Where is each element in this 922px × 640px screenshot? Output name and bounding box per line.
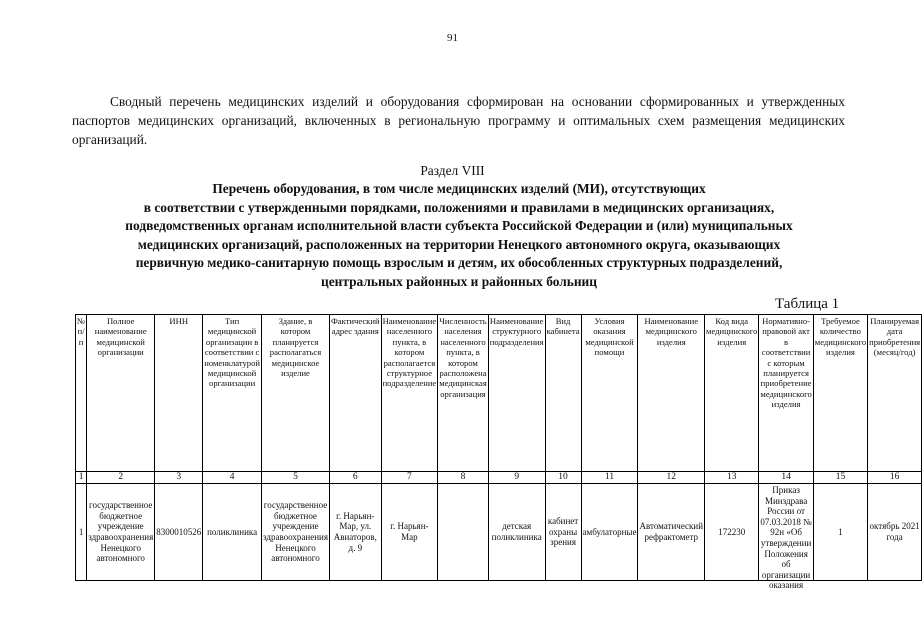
header-cell: Нормативно-правовой акт в соответствии с которым планируется приобретение медицинского изделия bbox=[759, 315, 813, 472]
header-cell: Здание, в котором планируется располагаться медицинское изделие bbox=[261, 315, 329, 472]
equipment-table bbox=[75, 314, 922, 591]
table-cell: Автоматический рефрактометр bbox=[638, 484, 705, 581]
cell-text: государственное бюджетное учреждение здравоохранения Ненецкого автономного bbox=[88, 500, 154, 564]
table-cell: г. Нарьян-Мар bbox=[381, 484, 438, 581]
cell-text: Приказ Минздрава России от 07.03.2018 № 92н «Об утверждении Положения об организации оказания bbox=[760, 485, 812, 591]
table-cell bbox=[759, 484, 813, 591]
header-cell: Фактический адрес здания bbox=[330, 315, 382, 472]
column-number: 9 bbox=[488, 472, 545, 484]
column-number: 4 bbox=[203, 472, 262, 484]
header-cell: Планируемая дата приобретения (месяц/год) bbox=[868, 315, 922, 472]
table-cell: 1 bbox=[76, 484, 87, 581]
heading-line: Перечень оборудования, в том числе медицинских изделий (МИ), отсутствующих bbox=[212, 181, 706, 196]
heading-line: центральных районных и районных больниц bbox=[321, 273, 597, 289]
column-number: 11 bbox=[581, 472, 638, 484]
table-cell: октябрь 2021 года bbox=[868, 484, 922, 581]
header-cell: Полное наименование медицинской организации bbox=[87, 315, 155, 472]
table-cell bbox=[438, 484, 489, 581]
column-number: 2 bbox=[87, 472, 155, 484]
table-cell: 1 bbox=[813, 484, 867, 581]
header-cell: Условия оказания медицинской помощи bbox=[581, 315, 638, 472]
section-heading bbox=[70, 180, 848, 291]
table-cell: г. Нарьян-Мар, ул. Авиаторов, д. 9 bbox=[330, 484, 382, 581]
header-cell: Наименование медицинского изделия bbox=[638, 315, 705, 472]
table-row bbox=[76, 484, 922, 581]
column-number: 10 bbox=[545, 472, 581, 484]
header-cell: Тип медицинской организации в соответствии с номенклатурой медицинской организации bbox=[203, 315, 262, 472]
column-number: 3 bbox=[155, 472, 203, 484]
column-number: 13 bbox=[705, 472, 759, 484]
header-cell: Требуемое количество медицинского изделия bbox=[813, 315, 867, 472]
heading-line: первичную медико-санитарную помощь взрослым и детям, их обособленных структурных подразделений, bbox=[135, 255, 783, 270]
table-label: Таблица 1 bbox=[775, 296, 840, 312]
column-number: 7 bbox=[381, 472, 438, 484]
column-number: 8 bbox=[438, 472, 489, 484]
page-number: 91 bbox=[447, 32, 458, 44]
header-cell: Наименование структурного подразделения bbox=[488, 315, 545, 472]
column-number: 6 bbox=[330, 472, 382, 484]
header-cell: ИНН bbox=[155, 315, 203, 472]
header-cell: № п/п bbox=[76, 315, 87, 472]
header-row bbox=[76, 315, 922, 472]
column-number: 12 bbox=[638, 472, 705, 484]
table-cell bbox=[261, 484, 329, 581]
intro-paragraph bbox=[72, 92, 845, 149]
heading-line: в соответствии с утвержденными порядками, положениями и правилами в медицинских организациях, bbox=[143, 199, 775, 215]
section-label: Раздел VIII bbox=[420, 163, 485, 178]
table-cell: амбулаторные bbox=[581, 484, 638, 581]
cell-text: государственное бюджетное учреждение здравоохранения Ненецкого автономного bbox=[262, 500, 328, 564]
column-number: 1 bbox=[76, 472, 87, 484]
column-number: 14 bbox=[759, 472, 813, 484]
header-cell: Вид кабинета bbox=[545, 315, 581, 472]
table-cell bbox=[87, 484, 155, 581]
heading-line: медицинских организаций, расположенных на территории Ненецкого автономного округа, оказывающих bbox=[137, 236, 781, 252]
column-number-row bbox=[76, 472, 922, 484]
heading-line: подведомственных органам исполнительной власти субъекта Российской Федерации и (или) муниципальных bbox=[125, 218, 793, 233]
column-number: 5 bbox=[261, 472, 329, 484]
table-cell: поликлиника bbox=[203, 484, 262, 581]
table-cell: 8300010526 bbox=[155, 484, 203, 581]
header-cell: Наименование населенного пункта, в котором располагается структурное подразделение bbox=[381, 315, 438, 472]
table-cell: 172230 bbox=[705, 484, 759, 581]
table-cell: кабинет охраны зрения bbox=[545, 484, 581, 581]
intro-text: Сводный перечень медицинских изделий и оборудования сформирован на основании сформированных и утвержденных паспортов медицинских организаций, включенных в региональную программу и оптимальных схем размещения медицинских организаций. bbox=[72, 94, 845, 147]
table-cell: детская поликлиника bbox=[488, 484, 545, 581]
column-number: 15 bbox=[813, 472, 867, 484]
column-number: 16 bbox=[868, 472, 922, 484]
header-cell: Численность населения населенного пункта, в котором расположена медицинская организация bbox=[438, 315, 489, 472]
header-cell: Код вида медицинского изделия bbox=[705, 315, 759, 472]
